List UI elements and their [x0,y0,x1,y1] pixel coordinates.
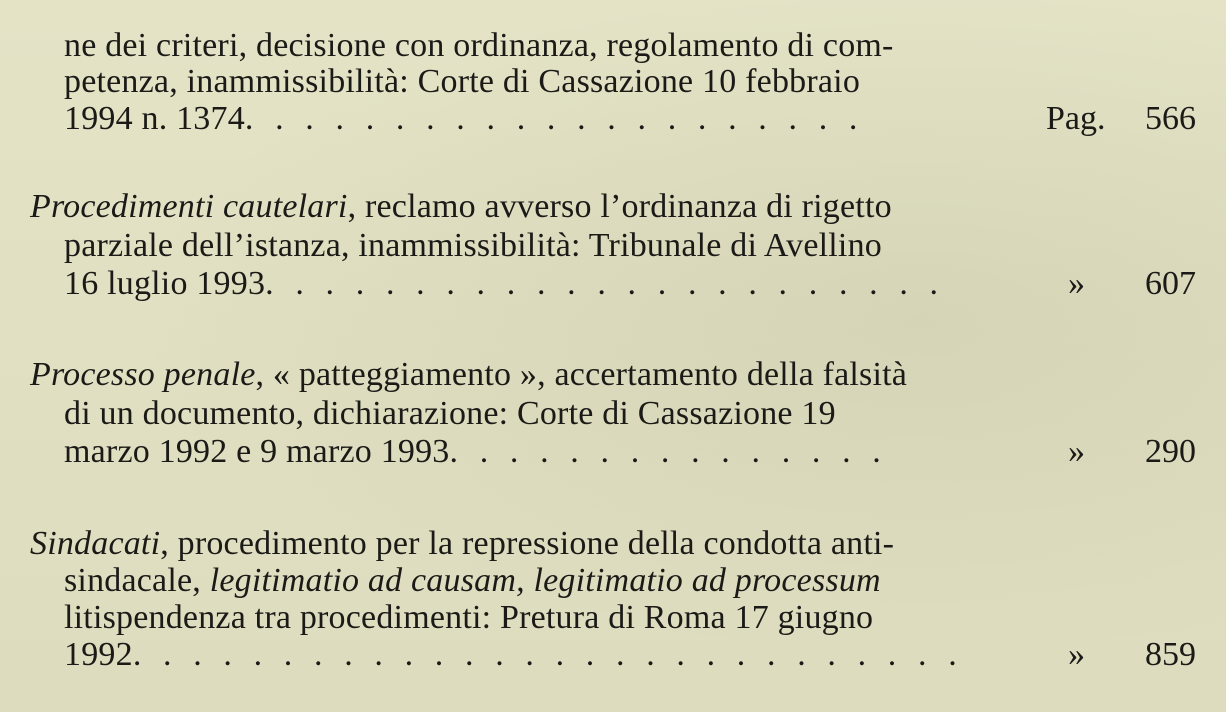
entry-text: petenza, inammissibilità: Corte di Cassazione 10 febbraio [64,63,861,100]
entry-keyword: Sindacati [30,525,161,562]
page-number: 290 [1145,433,1196,470]
entry-latin-term: legitimatio ad causam, legitimatio ad processum [209,562,881,599]
page-label: Pag. [1046,100,1106,137]
entry-keyword: Procedimenti cautelari [30,188,348,225]
entry-text: sindacale, [64,562,210,599]
entry-line [64,563,881,599]
dot-leader: . . . . . . . . . . . . . . . . . . . . . . . [265,265,945,302]
entry-line [64,266,945,302]
entry-line [30,357,907,393]
entry-line [64,228,882,264]
entry-text: , « patteggiamento », accertamento della falsità [255,356,908,393]
dot-leader: . . . . . . . . . . . . . . . [449,433,888,470]
entry-text: parziale dell’istanza, inammissibilità: Tribunale di Avellino [64,227,882,264]
page-number: 859 [1145,636,1196,673]
entry-line [64,434,887,470]
entry-text: di un documento, dichiarazione: Corte di Cassazione 19 [64,395,836,432]
page-label: » [1068,265,1085,302]
entry-keyword: Processo penale [30,356,256,393]
entry-line [64,101,864,137]
page-label: » [1068,433,1085,470]
entry-line [64,396,836,432]
dot-leader: . . . . . . . . . . . . . . . . . . . . . [244,100,865,137]
entry-text: , procedimento per la repressione della condotta anti- [160,525,895,562]
entry-line [30,189,892,225]
entry-text: 16 luglio 1993 [64,265,266,302]
entry-line [30,526,894,562]
entry-text: ne dei criteri, decisione con ordinanza, regolamento di com- [64,27,894,64]
entry-text: litispendenza tra procedimenti: Pretura di Roma 17 giugno [64,599,874,636]
page-number: 566 [1145,100,1196,137]
dot-leader: . . . . . . . . . . . . . . . . . . . . . . . . . . . . [132,636,964,673]
entry-text: marzo 1992 e 9 marzo 1993 [64,433,450,470]
page-number: 607 [1145,265,1196,302]
entry-line [64,637,963,673]
entry-line [64,28,894,64]
entry-text: 1994 n. 1374 [64,100,245,137]
entry-text: 1992 [64,636,133,673]
page-label: » [1068,636,1085,673]
entry-text: , reclamo avverso l’ordinanza di rigetto [347,188,892,225]
entry-line [64,600,873,636]
entry-line [64,64,860,100]
